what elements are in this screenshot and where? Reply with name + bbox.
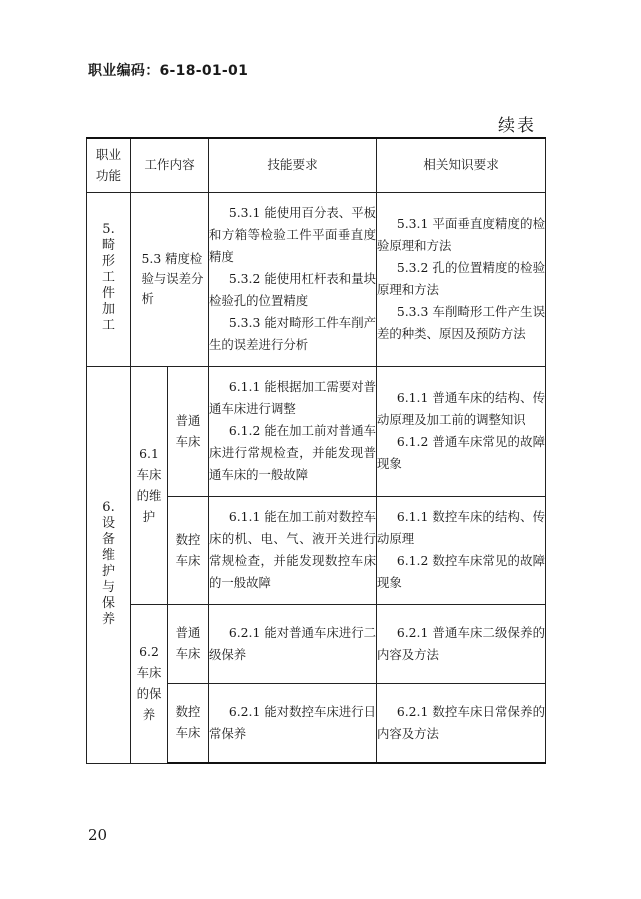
skill-item: 6.2.1 能对数控车床进行日常保养 <box>209 703 376 741</box>
skill-item: 5.3.2 能使用杠杆表和量块检验孔的位置精度 <box>209 271 376 308</box>
knowledge-item: 5.3.3 车削畸形工件产生误差的种类、原因及预防方法 <box>377 304 545 341</box>
sub-type-cell-6-1-a: 普通车床 <box>168 366 209 496</box>
header-skill-requirements: 技能要求 <box>209 138 377 192</box>
knowledge-item: 6.1.2 数控车床常见的故障现象 <box>377 553 545 590</box>
skills-cell-5-3 <box>209 192 377 366</box>
knowledge-cell-6-2-b <box>377 683 546 763</box>
table-row-6-2-a <box>87 604 546 683</box>
work-content-cell-6-2: 6.2车床的保养 <box>131 604 168 763</box>
header-function: 职业功能 <box>87 138 131 192</box>
skills-cell-6-1-b <box>209 496 377 604</box>
skill-item: 5.3.3 能对畸形工件车削产生的误差进行分析 <box>209 315 376 352</box>
skills-cell-6-2-b <box>209 683 377 763</box>
function-cell-5: 5.畸形工件加工 <box>87 192 131 366</box>
skill-item: 5.3.1 能使用百分表、平板和方箱等检验工件平面垂直度精度 <box>209 205 376 264</box>
knowledge-item: 6.2.1 普通车床二级保养的内容及方法 <box>377 624 545 662</box>
knowledge-item: 6.1.2 普通车床常见的故障现象 <box>377 434 545 471</box>
function-cell-6: 6.设备维护与保养 <box>87 366 131 763</box>
skill-item: 6.1.1 能根据加工需要对普通车床进行调整 <box>209 379 376 416</box>
page-number: 20 <box>88 826 108 844</box>
work-content-cell-6-1: 6.1车床的维护 <box>131 366 168 604</box>
skill-item: 6.1.2 能在加工前对普通车床进行常规检查，并能发现普通车床的一般故障 <box>209 423 376 482</box>
knowledge-item: 6.1.1 普通车床的结构、传动原理及加工前的调整知识 <box>377 390 545 427</box>
sub-type-cell-6-1-b: 数控车床 <box>168 496 209 604</box>
knowledge-cell-6-1-a <box>377 366 546 496</box>
knowledge-item: 6.1.1 数控车床的结构、传动原理 <box>377 509 545 546</box>
knowledge-item: 5.3.2 孔的位置精度的检验原理和方法 <box>377 260 545 297</box>
skills-cell-6-2-a <box>209 604 377 683</box>
skill-item: 6.1.1 能在加工前对数控车床的机、电、气、液开关进行常规检查，并能发现数控车床的一般故障 <box>209 509 376 590</box>
table-header-row <box>87 138 546 192</box>
table-row-6-1-a <box>87 366 546 496</box>
skills-cell-6-1-a <box>209 366 377 496</box>
table-row-5 <box>87 192 546 366</box>
header-work-content: 工作内容 <box>131 138 209 192</box>
sub-type-cell-6-2-b: 数控车床 <box>168 683 209 763</box>
continued-label: 续表 <box>498 116 536 136</box>
occupation-code: 职业编码：6-18-01-01 <box>88 63 249 79</box>
header-knowledge-requirements: 相关知识要求 <box>377 138 546 192</box>
knowledge-item: 6.2.1 数控车床日常保养的内容及方法 <box>377 703 545 741</box>
knowledge-cell-5-3 <box>377 192 546 366</box>
knowledge-cell-6-1-b <box>377 496 546 604</box>
work-content-cell-5-3: 5.3 精度检验与误差分析 <box>131 192 209 366</box>
skills-table <box>86 137 546 764</box>
sub-type-cell-6-2-a: 普通车床 <box>168 604 209 683</box>
knowledge-item: 5.3.1 平面垂直度精度的检验原理和方法 <box>377 216 545 253</box>
knowledge-cell-6-2-a <box>377 604 546 683</box>
skill-item: 6.2.1 能对普通车床进行二级保养 <box>209 624 376 662</box>
